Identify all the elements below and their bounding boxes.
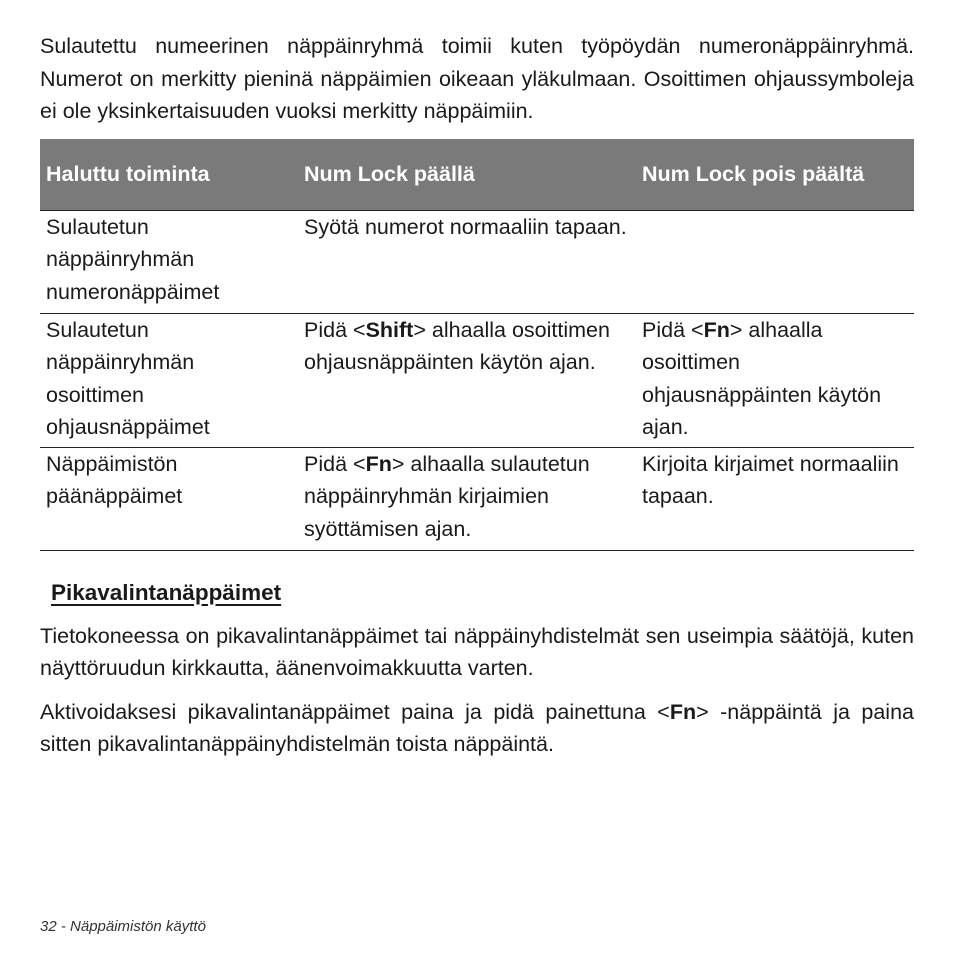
hotkeys-paragraph: Tietokoneessa on pikavalintanäppäimet tai näppäinyhdistelmät sen useimpia säätöjä, kuten näyttöruudun kirkkautta, äänenvoimakkuutta varten. (40, 623, 914, 680)
hotkeys-activation-paragraph (40, 696, 914, 761)
table-row (40, 447, 914, 550)
paragraph-text-after-key: > -näppäintä ja paina sitten pikavalintanäppäinyhdistelmän toista näppäintä. (40, 699, 914, 756)
cell-num-lock-on (298, 313, 636, 447)
cell-function: Sulautetun näppäinryhmän osoittimen ohjausnäppäimet (40, 313, 298, 447)
cell-num-lock-off (636, 313, 914, 447)
cell-text-after-key: > alhaalla sulautetun näppäinryhmän kirjaimien syöttämisen ajan. (304, 451, 590, 541)
cell-text-before-key: Pidä < (642, 317, 704, 342)
cell-num-lock-off (636, 210, 914, 313)
table-row (40, 210, 914, 313)
paragraph-text-before-key: Aktivoidaksesi pikavalintanäppäimet paina ja pidä painettuna < (40, 699, 670, 724)
header-num-lock-on: Num Lock päällä (298, 139, 636, 211)
cell-num-lock-on (298, 447, 636, 550)
header-desired-function: Haluttu toiminta (40, 139, 298, 211)
cell-num-lock-off: Kirjoita kirjaimet normaaliin tapaan. (636, 447, 914, 550)
key-name: Fn (365, 451, 392, 476)
document-page (40, 30, 914, 761)
key-name: Fn (703, 317, 730, 342)
key-name: Fn (669, 699, 697, 724)
cell-num-lock-on: Syötä numerot normaaliin tapaan. (298, 210, 636, 313)
cell-text-before-key: Pidä < (304, 451, 366, 476)
page-footer: 32 - Näppäimistön käyttö (40, 918, 206, 935)
cell-text-before-key: Pidä < (304, 317, 366, 342)
numeric-keypad-table (40, 139, 914, 551)
header-num-lock-off: Num Lock pois päältä (636, 139, 914, 211)
cell-function: Näppäimistön päänäppäimet (40, 447, 298, 550)
table-header-row (40, 139, 914, 211)
intro-paragraph: Sulautettu numeerinen näppäinryhmä toimii kuten työpöydän numeronäppäinryhmä. Numerot on merkitty pieninä näppäimien oikeaan yläkulmaan. Osoittimen ohjaussymboleja ei ole yksinkertaisuuden vuoksi merkitty näppäimiin. (40, 34, 914, 123)
cell-function: Sulautetun näppäinryhmän numeronäppäimet (40, 210, 298, 313)
key-name: Shift (365, 317, 414, 342)
section-heading: Pikavalintanäppäimet (51, 579, 282, 605)
cell-text-after-key: > alhaalla osoittimen ohjausnäppäinten käytön ajan. (304, 317, 610, 374)
cell-text-after-key: > alhaalla osoittimen ohjausnäppäinten käytön ajan. (642, 317, 882, 439)
table-row (40, 313, 914, 447)
